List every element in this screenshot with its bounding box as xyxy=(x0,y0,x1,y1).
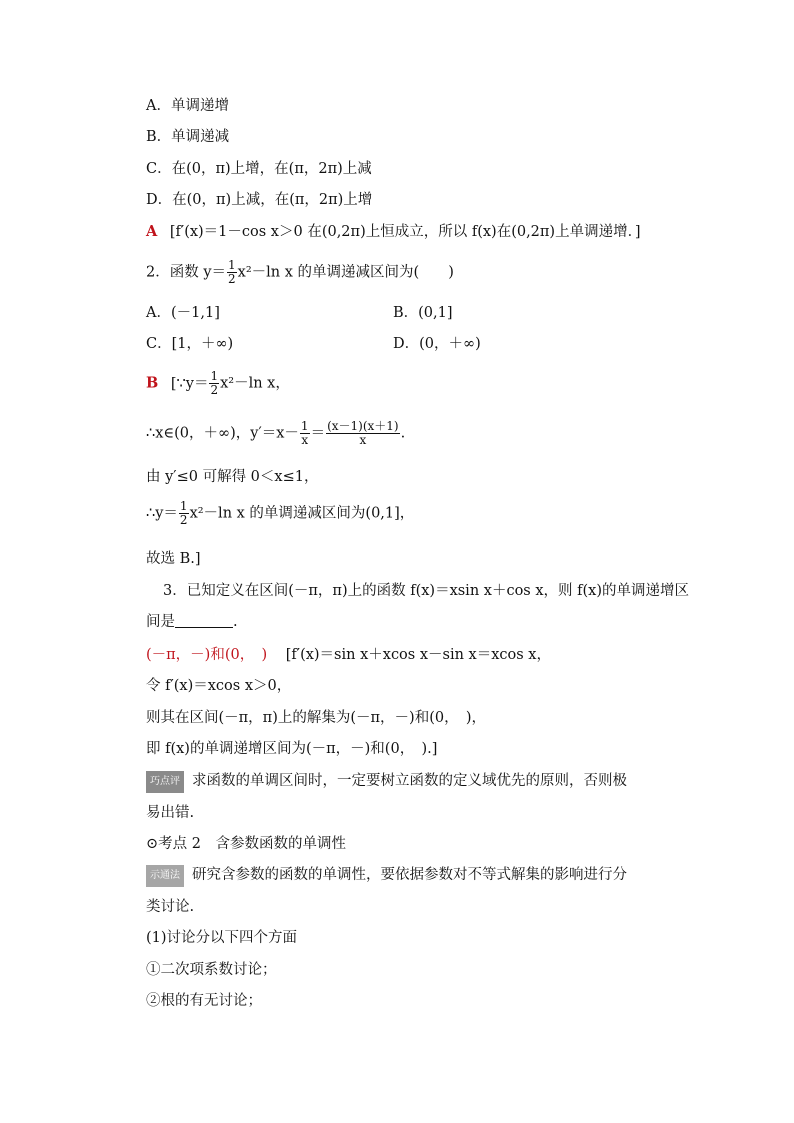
q1-option-a: A．单调递增 xyxy=(146,98,229,114)
q2-option-d: D．(0，＋∞) xyxy=(393,336,481,352)
q2-solution-line4: ∴y＝ $\frac{1}{2}$ x²－ln x 的单调递减区间为(0,1]， xyxy=(146,499,415,527)
q3-solution-line2: 令 f′(x)＝xcos x＞0， xyxy=(146,678,292,694)
q3-answer: (－π，－)和(0， ) xyxy=(146,647,268,663)
q1-option-b: B．单调递减 xyxy=(146,129,230,145)
comment-line1: 巧点评 求函数的单调区间时，一定要树立函数的定义域优先的原则，否则极 xyxy=(146,771,627,793)
q2-sol1-fraction: $\frac{1}{2}$ xyxy=(210,369,219,397)
q2-stem-suffix: x²－ln x 的单调递减区间为( ) xyxy=(237,264,454,281)
q2-solution-line3: 由 y′≤0 可解得 0＜x≤1， xyxy=(146,469,319,485)
q3-solution-line3: 则其在区间(－π，π)上的解集为(－π，－)和(0， )， xyxy=(146,710,487,726)
list-item-2: ①二次项系数讨论； xyxy=(146,962,277,978)
q2-sol2-fraction: $\frac{1}{x}$ xyxy=(300,419,309,447)
q2-stem-fraction: $\frac{1}{2}$ xyxy=(228,258,236,286)
q2-option-c: C．[1，＋∞) xyxy=(146,336,234,352)
q3-solution-line1: [f′(x)＝sin x＋xcos x－sin x＝xcos x， xyxy=(285,647,551,663)
q1-option-c: C．在(0，π)上增，在(π，2π)上减 xyxy=(146,161,372,177)
q1-answer xyxy=(146,222,641,242)
q2-sol4-fraction: $\frac{1}{2}$ xyxy=(179,499,188,527)
q2-stem xyxy=(146,259,454,286)
q3-answer-blank xyxy=(175,613,233,628)
method-tag: 示通法 xyxy=(146,865,184,887)
q3-solution-line4: 即 f(x)的单调递增区间为(－π，－)和(0， ).] xyxy=(146,741,438,757)
q3-stem-line1: 3．已知定义在区间(－π，π)上的函数 f(x)＝xsin x＋cos x，则 f(x)的单调递增区 xyxy=(163,583,689,599)
comment-line2: 易出错. xyxy=(146,805,195,821)
q2-solution-line2: ∴x∈(0，＋∞)，y′＝x－ $\frac{1}{x}$ ＝ $\frac{(x-1)(x+1)}{x}$ . xyxy=(146,419,406,447)
q2-solution-line1: B [∵y＝ $\frac{1}{2}$ x²－ln x， xyxy=(146,369,290,397)
q2-option-a: A．(－1,1] xyxy=(146,305,220,321)
q2-sol2-fraction2: $\frac{(x-1)(x+1)}{x}$ xyxy=(327,419,399,447)
q2-stem-prefix: 2．函数 y＝ xyxy=(146,264,227,281)
method-line2: 类讨论. xyxy=(146,899,195,915)
method-line1: 示通法 研究含参数的函数的单调性，要依据参数对不等式解集的影响进行分 xyxy=(146,865,627,887)
q2-option-b: B．(0,1] xyxy=(393,305,453,321)
list-item-1: (1)讨论分以下四个方面 xyxy=(146,930,298,946)
q1-option-d: D．在(0，π)上减，在(π，2π)上增 xyxy=(146,192,373,208)
q3-stem-line2: 间是 . xyxy=(146,614,238,630)
q3-answer-line xyxy=(146,645,551,665)
q1-answer-letter: A xyxy=(146,223,158,240)
q1-answer-text: [f′(x)＝1－cos x＞0 在(0,2π)上恒成立，所以 f(x)在(0,2π)上单调递增．] xyxy=(169,224,641,240)
comment-tag: 巧点评 xyxy=(146,771,184,793)
q2-answer-letter: B xyxy=(146,374,159,392)
q2-solution-line5: 故选 B.] xyxy=(146,551,201,567)
section-title: ⊙考点 2 含参数函数的单调性 xyxy=(146,836,346,852)
list-item-3: ②根的有无讨论； xyxy=(146,993,262,1009)
